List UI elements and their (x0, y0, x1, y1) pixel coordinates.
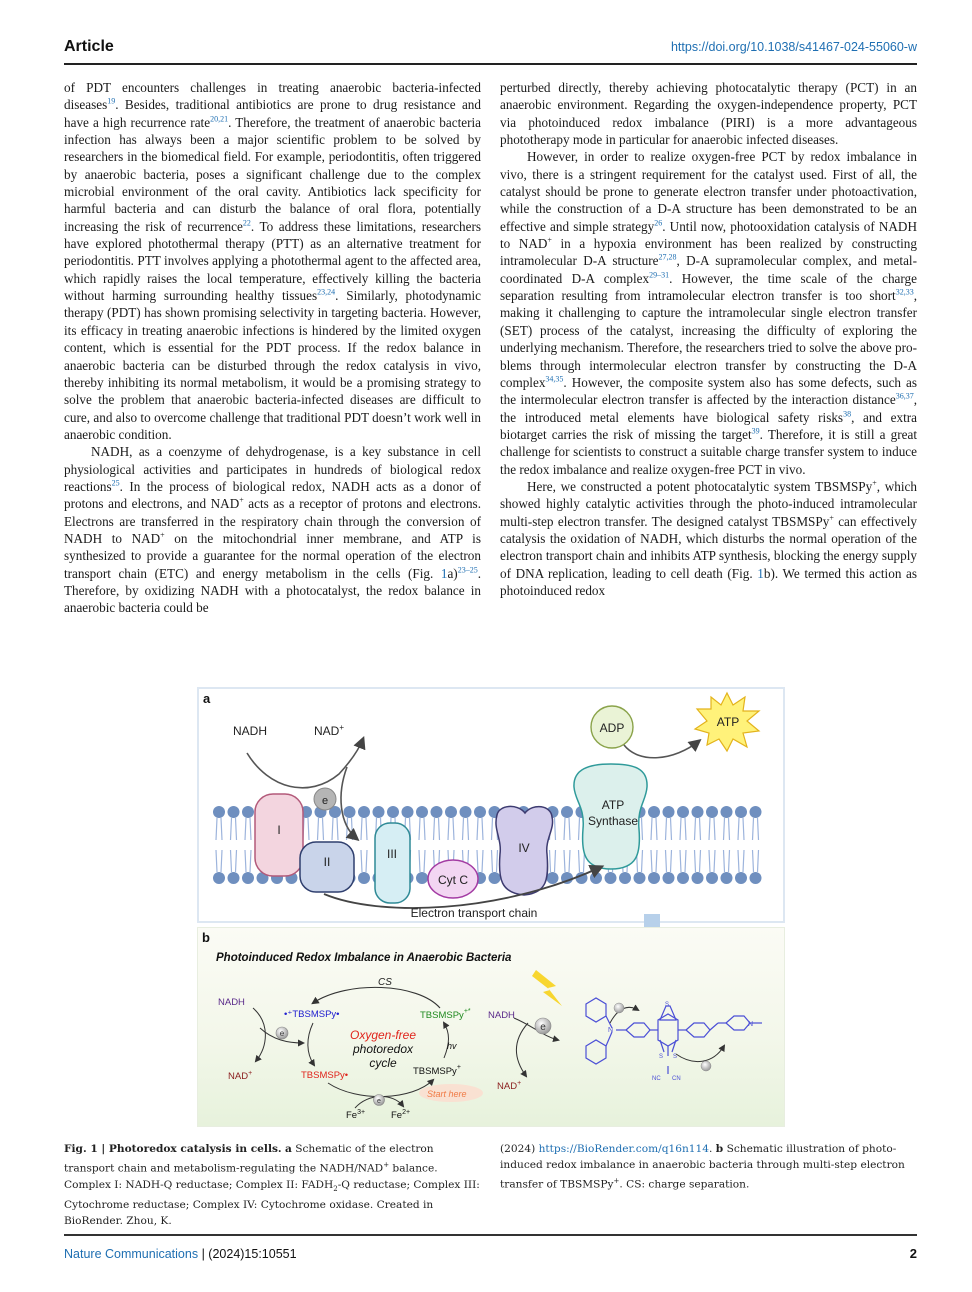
citation-link[interactable]: 32,33 (895, 287, 914, 297)
complex-iii-shape (375, 823, 410, 903)
complex-i-label: I (277, 823, 281, 837)
electron-transport-chain-diagram (199, 689, 783, 921)
radical-label: TBSMSPy• (301, 1070, 349, 1081)
paragraph: perturbed directly, thereby achieving photocatalytic therapy (PCT) in an anaerobic environment. Regarding the oxygen-independence property, PCT via photoinduced redox imbalance (PIRI) is a more advantageous phototherapy mode in particular for anaerobic infected diseases. (500, 80, 917, 148)
citation-link[interactable]: 19 (107, 96, 116, 106)
citation-link[interactable]: 34,35 (545, 374, 564, 384)
cytochrome-c-label: Cyt C (438, 873, 468, 887)
adp-label: ADP (599, 721, 625, 735)
paragraph: of PDT encounters challenges in treating anaerobic bacteria-infected diseases$^{19}$. Besides, traditional antibiotics are prone to drug resistance and have a high recurrence rate$^{20,21}$. Therefore, the treatment of anaerobic bacteria infection has always been a major scientific problem to be solved by researchers in the biomedical field. For example, periodontitis, often triggered by anaerobic bacteria, poses a significant challenge due to the complex microbial environment of the oral cavity. Antibiotics lack specificity for harmful bacteria and can disturb the balance of oral flora, potentially increasing the risk of recurrence$^{22}$. To address these limitations, researchers have explored photothermal therapy (PTT) as an alternative treatment for periodontitis. PTT involves applying a photothermal agent to the affected area, which rapidly raises the local temperature, effectively killing the bacteria without harming surrounding healthy tissues$^{23,24}$. Similarly, photodynamic therapy (PDT) has shown promising selectivity in targeting bacteria. However, its efficacy in treating anaerobic infections is hindered by the limited oxygen content, which is essential for the PDT process. If the redox balance in anaerobic bacteria can be disturbed through the redox catalysis in vivo, thereby inhibiting its normal metabolism, it would be a promising strategy to solve the problem that anaerobic bacteria-infected diseases are difficult to cure, and also to overcome challenge that traditional PDT doesn’t work well in anaerobic condition. (64, 80, 481, 442)
citation-link[interactable]: 25 (111, 478, 120, 488)
complex-iv-label: IV (518, 841, 530, 855)
body-column-right (500, 79, 917, 599)
citation-link[interactable]: 26 (654, 218, 663, 228)
atp-label: ATP (716, 715, 740, 729)
atp-synthase-label: ATP (601, 798, 625, 812)
citation-link[interactable]: 20,21 (210, 114, 229, 124)
citation-link[interactable]: 27,28 (658, 253, 677, 263)
svg-text:S: S (659, 1054, 664, 1060)
fe2-label: $Fe^{2+}$ (391, 1109, 411, 1121)
footer-divider (64, 1234, 917, 1236)
panel-label-b: b (202, 930, 210, 945)
svg-text:e: e (377, 1098, 381, 1105)
photoredox-cycle-diagram (198, 928, 784, 1126)
page-number: 2 (909, 1246, 917, 1261)
complex-ii-label: II (323, 855, 331, 869)
doi-link[interactable]: https://doi.org/10.1038/s41467-024-55060-w (670, 40, 917, 54)
start-here-label: Start here (427, 1089, 467, 1099)
citation-link[interactable]: 38 (843, 409, 852, 419)
tbsmspy-molecule-structure (586, 998, 762, 1074)
figure-panel-b (197, 927, 785, 1127)
citation-link[interactable]: 22 (242, 218, 251, 228)
etc-label: Electron transport chain (410, 906, 538, 920)
ground-state-label: TBSMSPy+ (413, 1064, 461, 1077)
figure-caption-right: (2024) https://BioRender.com/q16n114. b Schematic illustration of photo-induced redox imbalance in anaerobic bacteria through multi-step electron transfer of TBSMSPy+. CS: charge separation. (500, 1143, 905, 1191)
atp-synthesis-arrow (624, 741, 699, 758)
nadh-label: NADH (488, 1010, 515, 1021)
svg-text:S: S (673, 1054, 678, 1060)
svg-text:cycle: cycle (369, 1056, 397, 1070)
figure-panel-a (197, 687, 785, 923)
svg-text:CN: CN (672, 1076, 681, 1082)
radical-cation-label: •⁺TBSMSPy• (284, 1009, 340, 1020)
complex-iii-label: III (386, 847, 398, 861)
nad-label: NAD+ (228, 1070, 253, 1082)
electron-icon (614, 1003, 624, 1013)
citation-link[interactable]: 36,37 (895, 391, 914, 401)
paragraph: Here, we constructed a potent photocatalytic system TBSMSPy+, which showed highly catalytic activities through the photo-induced intramolecular multi-step electron transfer. The designed catalyst TBSMSPy+ can effectively catalysis the oxidation of NADH, which disturbs the normal operation of the electron transport chain and inhibits ATP synthesis, blocking the energy supply of DNA replication, leading to cell death (Fig. 1b). We termed this action as photoinduced redox (500, 478, 918, 598)
footer-citation: Nature Communications | (2024)15:10551 (64, 1247, 297, 1261)
citation-link[interactable]: 23–25 (457, 565, 478, 575)
svg-text:photoredox: photoredox (352, 1042, 414, 1056)
hv-label: hv (447, 1041, 457, 1051)
section-label: Article (64, 38, 114, 55)
header-divider (64, 63, 917, 65)
svg-text:Synthase: Synthase (587, 814, 639, 828)
excited-state-label: TBSMSPy+* (420, 1008, 471, 1021)
figure-1 (197, 687, 785, 1129)
body-column-left (64, 79, 481, 617)
electron-to-complex-ii-arrow (341, 767, 357, 839)
fe3-label: $Fe^{3+}$ (346, 1109, 366, 1121)
citation-link[interactable]: 23,24 (317, 287, 336, 297)
cs-label: CS (378, 977, 392, 988)
svg-text:e: e (321, 795, 329, 807)
svg-text:e: e (279, 1029, 285, 1038)
citation-link[interactable]: 39 (751, 426, 760, 436)
light-bolt-icon (532, 970, 562, 1006)
paragraph: However, in order to realize oxygen-free PCT by redox imbalance in vivo, there is a stringent requirement for the catalyst used. First of all, the catalyst should be prone to generate electron transfer under photoactivation, while the construction of a D-A structure has been demonstrated to be an effective and simple strategy$^{26}$. Until now, photooxidation catalysis of NADH to NAD+ in a hypoxia environment has been realized by constructing intramolecular D-A structure$^{27,28}$, D-A supramolecular complex, and metal-coordinated D-A complex$^{29-31}$. However, the time scale of the charge separation resulting from intramolecular electron transfer is too short$^{32,33}$, making it challenging to capture the intramolecular single electron transfer (SET) process of the catalyst, increasing the difficulty of exploring the underlying mechanism. Therefore, the researchers tried to solve the above problems through intermolecular electron transfer by constructing the D-A complex$^{34,35}$. However, the composite system also has some defects, such as the intermolecular electron transfer is affected by the interaction distance$^{36,37}$, the introduced metal elements have biological safety risks$^{38}$, and extra biotarget carries the risk of missing the target$^{39}$. Therefore, it is still a great challenge for scientists to construct a suitable charge transfer system to induce the redox imbalance and realize oxygen-free PCT in vivo. (500, 149, 918, 477)
biorender-link[interactable]: https://BioRender.com/q16n114 (538, 1143, 710, 1155)
svg-text:e: e (540, 1022, 546, 1033)
electron-icon (701, 1061, 711, 1071)
svg-text:N: N (608, 1027, 614, 1034)
panel-b-title: Photoinduced Redox Imbalance in Anaerobic Bacteria (216, 952, 512, 964)
paragraph: NADH, as a coenzyme of dehydrogenase, is a key substance in cell physiological activities and participates in hundreds of biological redox reactions$^{25}$. In the process of biological redox, NADH acts as a donor of protons and electrons, and NAD+ acts as a receptor of protons and electrons. Electrons are transferred in the respiratory chain through the conversion of NADH to NAD+ on the mitochondrial inner membrane, and ATP is synthesized to provide a guarantee for the normal operation of the electron transport chain (ETC) and energy metabolism in the cells (Fig. 1a)$^{23-25}$. Therefore, by oxidizing NADH with a photocatalyst, the redox balance in anaerobic bacteria could be (64, 444, 481, 616)
oxygen-free-label: Oxygen-free (349, 1028, 417, 1042)
nadh-label: NADH (233, 724, 268, 738)
figure-link[interactable]: 1 (440, 565, 448, 581)
svg-text:N: N (748, 1021, 754, 1028)
nadh-label: NADH (218, 997, 245, 1008)
journal-name-link[interactable]: Nature Communications (64, 1247, 199, 1261)
figure-caption-left: Fig. 1 | Photoredox catalysis in cells. a Schematic of the electron transport chain and metabolism-regulating the NADH/NAD+ balance. Complex I: NADH-Q reductase; Complex II: $FADH_2-Q$ reductase; Complex III: Cytochrome reductase; Complex IV: Cytochrome oxidase. Created in BioRender. Zhou, K. (64, 1143, 480, 1228)
figure-link[interactable]: 1 (757, 565, 764, 581)
svg-text:NC: NC (652, 1076, 661, 1082)
nad-label: NAD+ (497, 1080, 522, 1092)
nadh-oxidation-arrow (247, 739, 363, 788)
svg-text:S: S (665, 1002, 670, 1008)
nad-label: NAD+ (314, 723, 345, 738)
citation-link[interactable]: 29–31 (649, 270, 670, 280)
panel-label-a: a (203, 691, 211, 706)
